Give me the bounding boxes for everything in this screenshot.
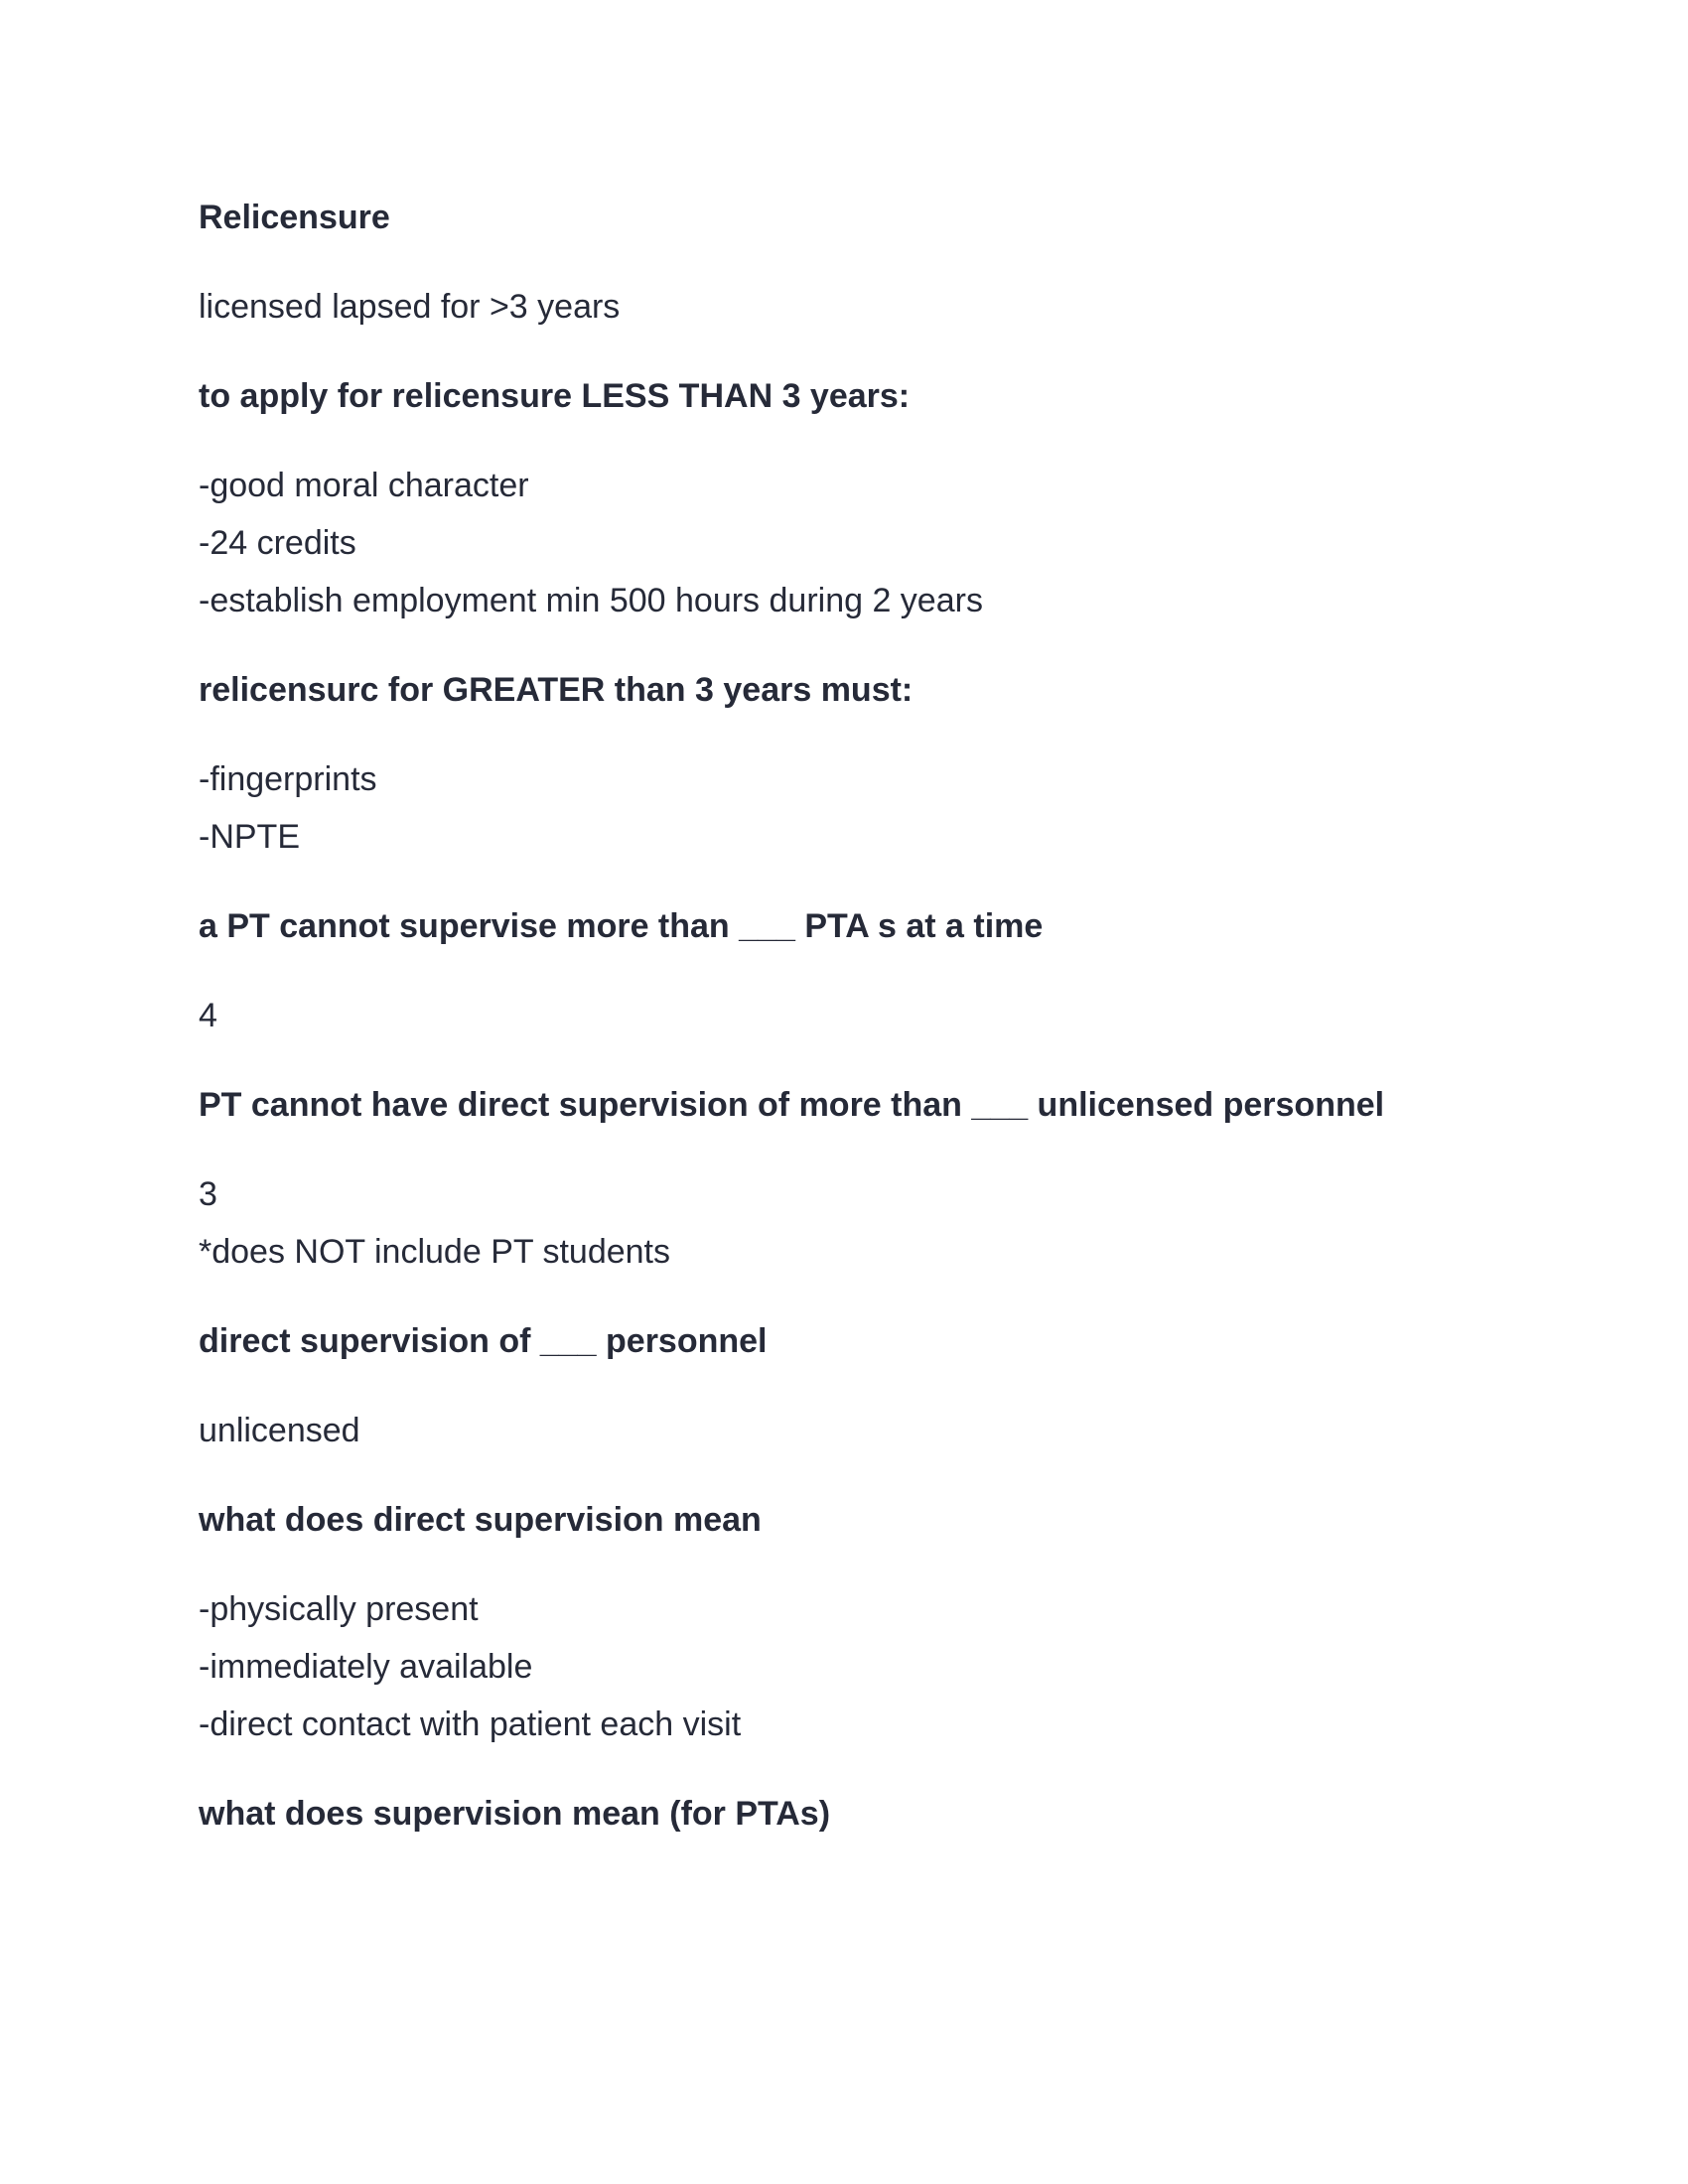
card-term-pta-supervision-limit: a PT cannot supervise more than ___ PTA s at a time xyxy=(199,907,1044,945)
card-definition-line: -physically present xyxy=(199,1590,479,1628)
card-definition-line: 3 xyxy=(199,1175,217,1213)
card-definition-line: unlicensed xyxy=(199,1412,360,1449)
card-definition-line: -24 credits xyxy=(199,524,356,562)
card-definition-line: -immediately available xyxy=(199,1648,533,1686)
card-definition-line: -direct contact with patient each visit xyxy=(199,1706,742,1743)
card-term-direct-supervision-meaning: what does direct supervision mean xyxy=(199,1501,762,1539)
card-term-direct-supervision-personnel: direct supervision of ___ personnel xyxy=(199,1322,768,1360)
card-term-relicensure: Relicensure xyxy=(199,199,390,236)
card-definition-line: 4 xyxy=(199,997,217,1034)
card-term-less-than-3-years: to apply for relicensure LESS THAN 3 years: xyxy=(199,377,911,415)
card-term-greater-than-3-years: relicensurc for GREATER than 3 years must: xyxy=(199,671,914,709)
card-definition-line: -establish employment min 500 hours during 2 years xyxy=(199,582,983,619)
card-term-unlicensed-supervision-limit: PT cannot have direct supervision of more than ___ unlicensed personnel xyxy=(199,1086,1385,1124)
card-definition-line: licensed lapsed for >3 years xyxy=(199,288,621,326)
card-definition-line: -good moral character xyxy=(199,467,529,504)
card-term-pta-supervision-meaning: what does supervision mean (for PTAs) xyxy=(199,1795,831,1833)
card-definition-line: -fingerprints xyxy=(199,760,377,798)
card-definition-line: -NPTE xyxy=(199,818,300,856)
card-definition-line: *does NOT include PT students xyxy=(199,1233,671,1271)
